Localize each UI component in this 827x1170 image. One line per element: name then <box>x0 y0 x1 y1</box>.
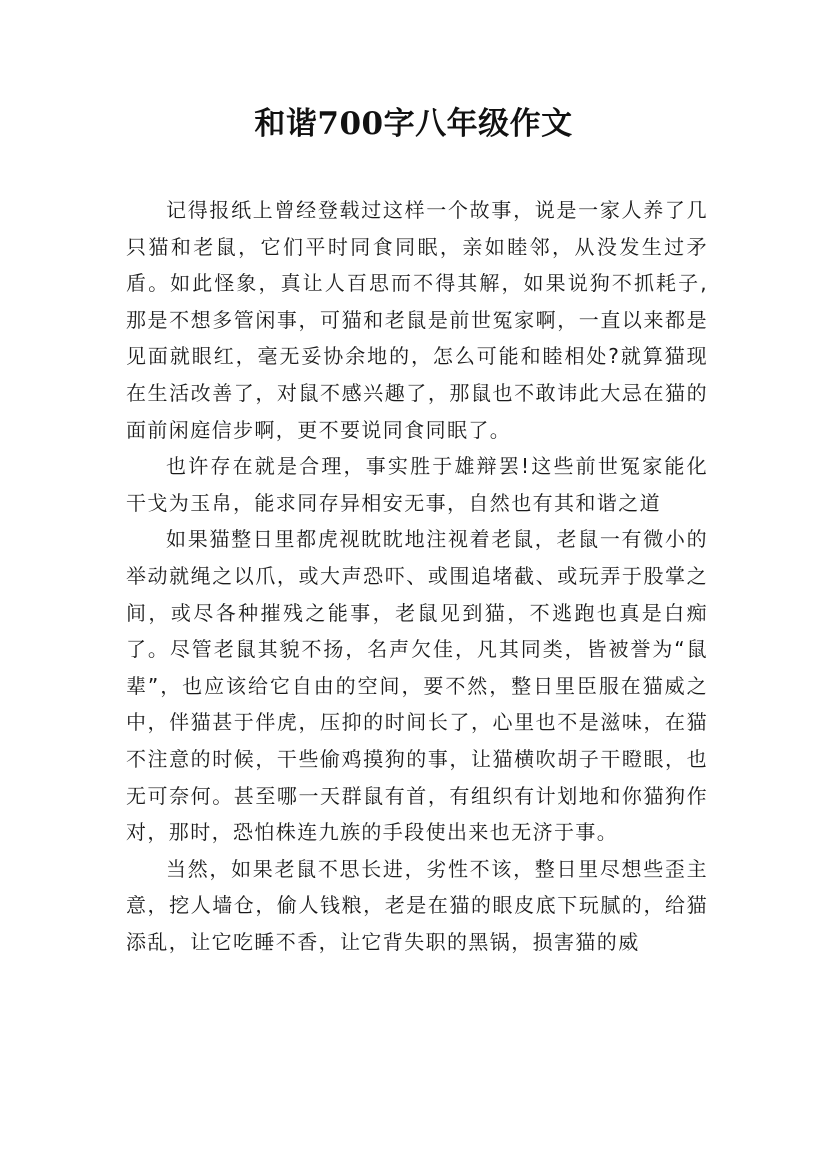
paragraph: 当然，如果老鼠不思长进，劣性不该，整日里尽想些歪主意，挖人墙仓，偷人钱粮，老是在猫的眼皮底下玩腻的，给猫添乱，让它吃睡不香，让它背失职的黑锅，损害猫的威 <box>126 856 708 954</box>
paragraph: 如果猫整日里都虎视眈眈地注视着老鼠，老鼠一有微小的举动就绳之以爪，或大声恐吓、或围追堵截、或玩弄于股掌之间，或尽各种摧残之能事，老鼠见到猫，不逃跑也真是白痴了。尽管老鼠其貌不扬，名声欠佳，凡其同类，皆被誉为“鼠辈”，也应该给它自由的空间，要不然，整日里臣服在猫威之中，伴猫甚于伴虎，压抑的时间长了，心里也不是滋味，在猫不注意的时候，干些偷鸡摸狗的事，让猫横吹胡子干瞪眼，也无可奈何。甚至哪一天群鼠有首，有组织有计划地和你猫狗作对，那时，恐怕株连九族的手段使出来也无济于事。 <box>126 527 708 845</box>
paragraph: 记得报纸上曾经登载过这样一个故事，说是一家人养了几只猫和老鼠，它们平时同食同眠，亲如睦邻，从没发生过矛盾。如此怪象，真让人百思而不得其解，如果说狗不抓耗子,那是不想多管闲事，可猫和老鼠是前世冤家啊，一直以来都是见面就眼红，毫无妥协余地的，怎么可能和睦相处?就算猫现在生活改善了，对鼠不感兴趣了，那鼠也不敢讳此大忌在猫的面前闲庭信步啊，更不要说同食同眠了。 <box>126 198 708 442</box>
paragraph: 也许存在就是合理，事实胜于雄辩罢!这些前世冤家能化干戈为玉帛，能求同存异相安无事，自然也有其和谐之道 <box>126 454 708 515</box>
document-body <box>126 192 708 960</box>
document-title: 和谐700字八年级作文 <box>254 106 573 142</box>
